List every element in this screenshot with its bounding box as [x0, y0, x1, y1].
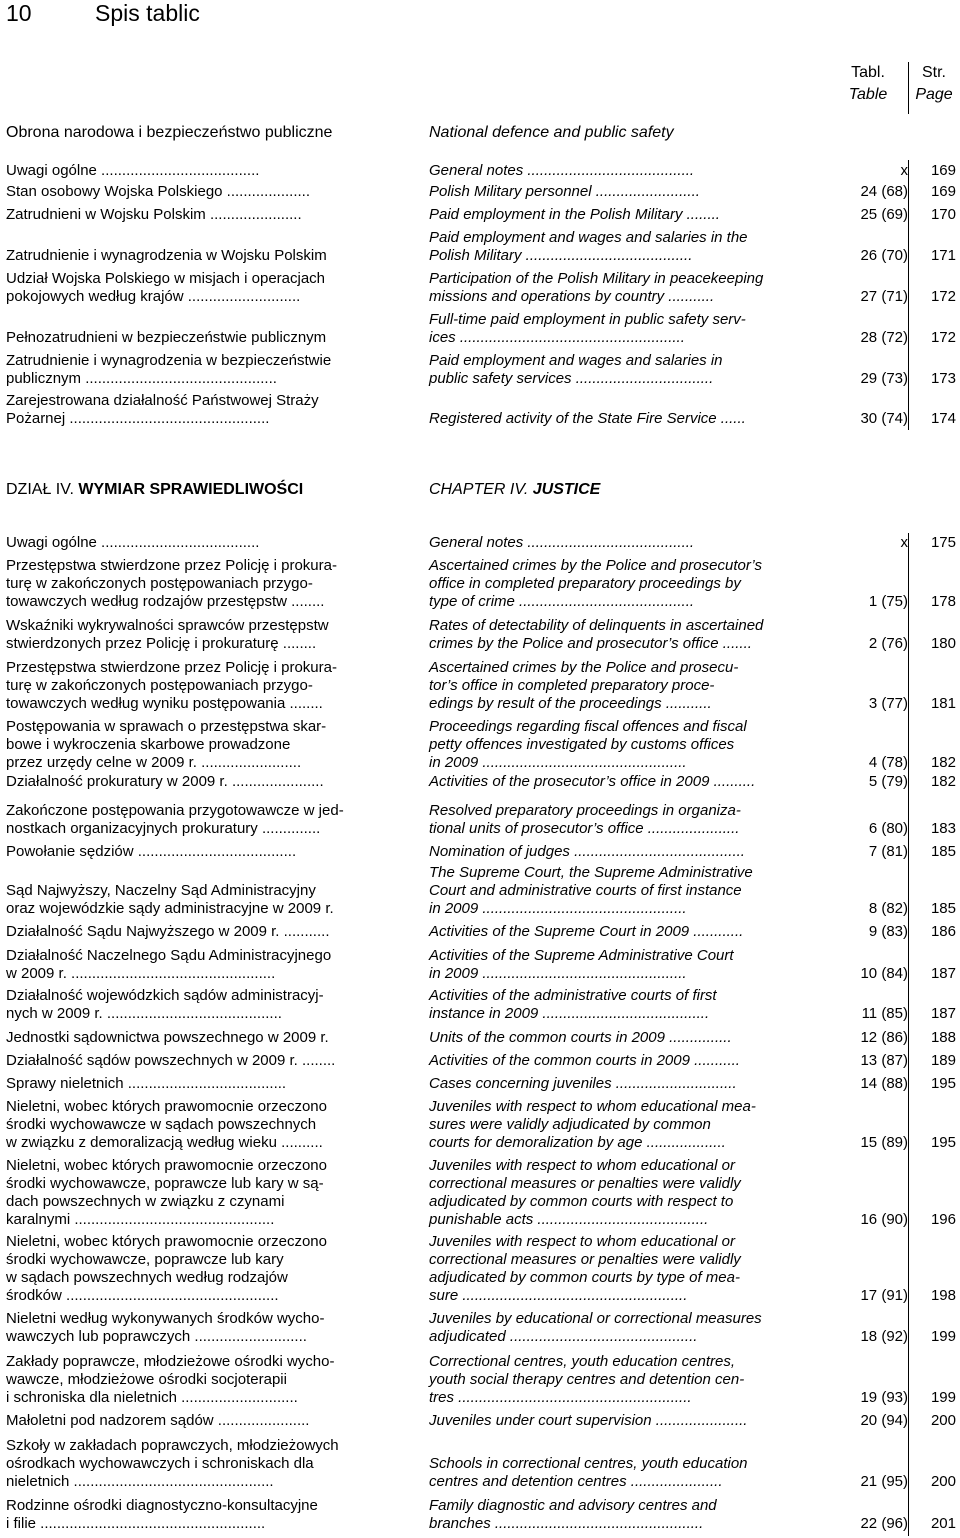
- entry-title-en: [429, 206, 814, 224]
- chapter-title-en: JUSTICE: [532, 481, 601, 498]
- entry-title-pl-line: Działalność prokuratury w 2009 r. ......................: [6, 773, 324, 790]
- column-header-page-pl: Str.: [921, 64, 946, 81]
- toc-entry: [0, 1075, 960, 1093]
- entry-title-en: [429, 1353, 814, 1407]
- toc-entry: [0, 534, 960, 552]
- entry-title-pl-line: Pożarnej ................................................: [6, 410, 270, 427]
- page-number: 169: [930, 183, 956, 200]
- entry-title-en-line: Participation of the Polish Military in peacekeeping: [429, 270, 764, 287]
- table-number: 4 (78): [868, 754, 908, 771]
- entry-title-en: [429, 987, 814, 1023]
- entry-title-pl: [6, 773, 390, 791]
- table-number: x: [900, 162, 908, 179]
- table-number: 5 (79): [868, 773, 908, 790]
- entry-title-pl: [6, 1412, 390, 1430]
- toc-entry: [0, 802, 960, 838]
- entry-title-en-line: Activities of the prosecutor’s office in 2009 ..........: [429, 773, 756, 790]
- table-number: 9 (83): [868, 923, 908, 940]
- entry-title-en-line: Full-time paid employment in public safety serv-: [429, 311, 746, 328]
- page-number: 182: [930, 754, 956, 771]
- entry-title-pl: [6, 843, 390, 861]
- entry-title-en-line: correctional measures or penalties were validly: [429, 1175, 741, 1192]
- entry-title-pl-line: nych w 2009 r. ..........................................: [6, 1005, 282, 1022]
- toc-entry: [0, 987, 960, 1023]
- table-number: 22 (96): [860, 1515, 908, 1532]
- entry-title-en-line: public safety services .................................: [429, 370, 714, 387]
- entry-title-pl-line: Działalność sądów powszechnych w 2009 r. ........: [6, 1052, 336, 1069]
- entry-title-en-line: Rates of detectability of delinquents in ascertained: [429, 617, 764, 634]
- entry-title-en-line: type of crime ..........................................: [429, 593, 695, 610]
- entry-title-pl: [6, 352, 390, 388]
- entry-title-pl-line: Nieletni, wobec których prawomocnie orzeczono: [6, 1233, 327, 1250]
- entry-title-pl-line: wawczych lub poprawczych ...........................: [6, 1328, 307, 1345]
- entry-title-pl-line: Udział Wojska Polskiego w misjach i operacjach: [6, 270, 326, 287]
- toc-entry: [0, 773, 960, 791]
- entry-title-en-line: Cases concerning juveniles .............................: [429, 1075, 737, 1092]
- entry-title-pl: [6, 617, 390, 653]
- entry-title-pl-line: Zarejestrowana działalność Państwowej Straży: [6, 392, 319, 409]
- entry-title-en-line: sure ......................................................: [429, 1287, 688, 1304]
- section-title-en: National defence and public safety: [429, 124, 674, 141]
- toc-entry: [0, 923, 960, 941]
- table-number: 30 (74): [860, 410, 908, 427]
- entry-title-pl: [6, 718, 390, 772]
- page-number: 10: [6, 0, 32, 26]
- table-number: 20 (94): [860, 1412, 908, 1429]
- entry-title-en-line: Correctional centres, youth education centres,: [429, 1353, 735, 1370]
- entry-title-pl-line: dach powszechnych w związku z czynami: [6, 1193, 285, 1210]
- entry-title-en: [429, 617, 814, 653]
- page-number: 185: [930, 843, 956, 860]
- page-number: 175: [930, 534, 956, 551]
- entry-title-pl-line: karalnymi ................................................: [6, 1211, 275, 1228]
- column-header-page: [908, 62, 960, 106]
- entry-title-en-line: centres and detention centres ......................: [429, 1473, 723, 1490]
- entry-title-pl-line: Działalność Naczelnego Sądu Administracyjnego: [6, 947, 332, 964]
- table-number: 28 (72): [860, 329, 908, 346]
- entry-title-en: [429, 183, 814, 201]
- entry-title-pl-line: turę w zakończonych postępowaniach przygo-: [6, 677, 313, 694]
- entry-title-en-line: General notes ........................................: [429, 534, 695, 551]
- table-number: 24 (68): [860, 183, 908, 200]
- entry-title-en: [429, 1497, 814, 1533]
- page-number: 186: [930, 923, 956, 940]
- entry-title-en: [429, 1412, 814, 1430]
- entry-title-en: [429, 534, 814, 552]
- page-number: 180: [930, 635, 956, 652]
- entry-title-pl-line: bowe i wykroczenia skarbowe prowadzone: [6, 736, 291, 753]
- entry-title-pl: [6, 247, 390, 265]
- entry-title-pl-line: środków ...................................................: [6, 1287, 279, 1304]
- entry-title-pl-line: Sprawy nieletnich ......................................: [6, 1075, 287, 1092]
- entry-title-pl-line: w 2009 r. .................................................: [6, 965, 276, 982]
- entry-title-en-line: Juveniles by educational or correctional measures: [429, 1310, 762, 1327]
- entry-title-en-line: petty offences investigated by customs offices: [429, 736, 735, 753]
- entry-title-pl-line: ośrodkach wychowawczych i schroniskach dla: [6, 1455, 314, 1472]
- entry-title-en-line: Ascertained crimes by the Police and prosecutor’s: [429, 557, 762, 574]
- page-number: 170: [930, 206, 956, 223]
- column-header-table-en: Table: [848, 86, 888, 103]
- toc-entry: [0, 1310, 960, 1346]
- toc-entry: [0, 270, 960, 306]
- table-number: 6 (80): [868, 820, 908, 837]
- toc-entry: [0, 864, 960, 918]
- entry-title-pl-line: Jednostki sądownictwa powszechnego w 2009 r.: [6, 1029, 329, 1046]
- entry-title-en-line: tres ........................................................: [429, 1389, 692, 1406]
- chapter-prefix-en: CHAPTER IV.: [429, 481, 529, 498]
- entry-title-pl-line: stwierdzonych przez Policję i prokuraturę ........: [6, 635, 317, 652]
- table-number: 2 (76): [868, 635, 908, 652]
- table-number: 19 (93): [860, 1389, 908, 1406]
- entry-title-pl: [6, 1353, 390, 1407]
- entry-title-en-line: Court and administrative courts of first instance: [429, 882, 742, 899]
- table-number: 10 (84): [860, 965, 908, 982]
- entry-title-pl: [6, 1098, 390, 1152]
- entry-title-en-line: Paid employment and wages and salaries in the: [429, 229, 748, 246]
- toc-entry: [0, 659, 960, 713]
- entry-title-pl-line: Działalność wojewódzkich sądów administracyj-: [6, 987, 324, 1004]
- entry-title-en-line: The Supreme Court, the Supreme Administrative: [429, 864, 753, 881]
- entry-title-pl: [6, 162, 390, 180]
- toc-entry: [0, 617, 960, 653]
- entry-title-pl-line: nieletnich ................................................: [6, 1473, 274, 1490]
- table-number: 21 (95): [860, 1473, 908, 1490]
- page-number: 199: [930, 1328, 956, 1345]
- toc-entry: [0, 1497, 960, 1533]
- table-number: 12 (86): [860, 1029, 908, 1046]
- entry-title-en: [429, 162, 814, 180]
- entry-title-en-line: in 2009 .................................................: [429, 965, 687, 982]
- entry-title-pl: [6, 1310, 390, 1346]
- chapter-heading-en: [429, 481, 600, 499]
- entry-title-en-line: Schools in correctional centres, youth education: [429, 1455, 748, 1472]
- entry-title-pl: [6, 987, 390, 1023]
- entry-title-pl: [6, 534, 390, 552]
- entry-title-pl-line: środki wychowawcze, poprawcze lub kary w są-: [6, 1175, 324, 1192]
- entry-title-en-line: Resolved preparatory proceedings in organiza-: [429, 802, 741, 819]
- section-2-divider: [908, 533, 909, 1536]
- entry-title-pl: [6, 659, 390, 713]
- entry-title-en-line: Family diagnostic and advisory centres and: [429, 1497, 717, 1514]
- entry-title-pl: [6, 882, 390, 918]
- entry-title-pl: [6, 1437, 390, 1491]
- table-number: 18 (92): [860, 1328, 908, 1345]
- entry-title-en-line: adjudicated by common courts by type of mea-: [429, 1269, 740, 1286]
- entry-title-en: [429, 1233, 814, 1305]
- toc-entry: [0, 183, 960, 201]
- page-number: 172: [930, 288, 956, 305]
- entry-title-en: [429, 802, 814, 838]
- toc-entry: [0, 947, 960, 983]
- entry-title-pl-line: w związku z demoralizacją według wieku ..........: [6, 1134, 323, 1151]
- entry-title-pl-line: Nieletni, wobec których prawomocnie orzeczono: [6, 1098, 327, 1115]
- toc-entry: [0, 1412, 960, 1430]
- entry-title-en-line: in 2009 .................................................: [429, 754, 687, 771]
- entry-title-pl: [6, 802, 390, 838]
- entry-title-pl-line: towawczych według wyniku postępowania ........: [6, 695, 323, 712]
- toc-entry: [0, 229, 960, 265]
- column-header-table: [838, 62, 898, 106]
- entry-title-en: [429, 1075, 814, 1093]
- entry-title-pl: [6, 1075, 390, 1093]
- entry-title-en-line: Paid employment in the Polish Military ........: [429, 206, 720, 223]
- entry-title-pl: [6, 206, 390, 224]
- toc-entry: [0, 311, 960, 347]
- entry-title-pl-line: Nieletni według wykonywanych środków wycho-: [6, 1310, 325, 1327]
- entry-title-pl-line: środki wychowawcze w sądach powszechnych: [6, 1116, 317, 1133]
- page-number: 195: [930, 1134, 956, 1151]
- entry-title-pl-line: wawcze, młodzieżowe ośrodki socjoterapii: [6, 1371, 287, 1388]
- entry-title-pl-line: i schroniska dla nieletnich ............................: [6, 1389, 298, 1406]
- entry-title-en: [429, 229, 814, 265]
- table-number: 16 (90): [860, 1211, 908, 1228]
- entry-title-en-line: courts for demoralization by age ...................: [429, 1134, 726, 1151]
- page-number: 200: [930, 1412, 956, 1429]
- entry-title-en-line: instance in 2009 ........................................: [429, 1005, 710, 1022]
- toc-entry: [0, 1029, 960, 1047]
- entry-title-pl-line: pokojowych według krajów ...........................: [6, 288, 301, 305]
- page-number: 199: [930, 1389, 956, 1406]
- page-number: 196: [930, 1211, 956, 1228]
- toc-entry: [0, 718, 960, 772]
- entry-title-pl-line: nostkach organizacyjnych prokuratury ..............: [6, 820, 321, 837]
- entry-title-pl-line: Przestępstwa stwierdzone przez Policję i prokura-: [6, 557, 337, 574]
- entry-title-pl: [6, 1157, 390, 1229]
- entry-title-en: [429, 718, 814, 772]
- page-number: 198: [930, 1287, 956, 1304]
- entry-title-pl-line: Działalność Sądu Najwyższego w 2009 r. ...........: [6, 923, 330, 940]
- page-number: 181: [930, 695, 956, 712]
- toc-entry: [0, 1157, 960, 1229]
- entry-title-pl-line: Zatrudnieni w Wojsku Polskim ......................: [6, 206, 302, 223]
- table-number: 13 (87): [860, 1052, 908, 1069]
- entry-title-pl-line: Rodzinne ośrodki diagnostyczno-konsultacyjne: [6, 1497, 318, 1514]
- page-number: 169: [930, 162, 956, 179]
- toc-entry: [0, 1098, 960, 1152]
- entry-title-pl-line: Sąd Najwyższy, Naczelny Sąd Administracyjny: [6, 882, 316, 899]
- entry-title-pl-line: publicznym ..............................................: [6, 370, 277, 387]
- toc-entry: [0, 1353, 960, 1407]
- entry-title-en: [429, 864, 814, 918]
- entry-title-pl-line: Stan osobowy Wojska Polskiego ....................: [6, 183, 311, 200]
- entry-title-en: [429, 270, 814, 306]
- entry-title-pl-line: w sądach powszechnych według rodzajów: [6, 1269, 288, 1286]
- entry-title-en-line: Ascertained crimes by the Police and prosecu-: [429, 659, 739, 676]
- entry-title-pl-line: Wskaźniki wykrywalności sprawców przestępstw: [6, 617, 329, 634]
- entry-title-en-line: in 2009 .................................................: [429, 900, 687, 917]
- entry-title-en-line: Activities of the common courts in 2009 ...........: [429, 1052, 740, 1069]
- entry-title-pl: [6, 1233, 390, 1305]
- table-number: 8 (82): [868, 900, 908, 917]
- toc-entry: [0, 1437, 960, 1491]
- entry-title-pl-line: Powołanie sędziów ......................................: [6, 843, 297, 860]
- entry-title-en-line: Activities of the administrative courts of first: [429, 987, 717, 1004]
- entry-title-en: [429, 923, 814, 941]
- toc-entry: [0, 162, 960, 180]
- toc-entry: [0, 392, 960, 428]
- entry-title-pl-line: Zakłady poprawcze, młodzieżowe ośrodki wycho-: [6, 1353, 335, 1370]
- entry-title-en: [429, 1029, 814, 1047]
- section-1-divider: [908, 160, 909, 430]
- entry-title-en-line: tional units of prosecutor’s office ......................: [429, 820, 740, 837]
- entry-title-en-line: Activities of the Supreme Administrative Court: [429, 947, 734, 964]
- chapter-heading-pl: [6, 481, 303, 499]
- entry-title-pl-line: Uwagi ogólne ......................................: [6, 534, 260, 551]
- entry-title-pl: [6, 392, 390, 428]
- entry-title-en-line: Polish Military personnel .........................: [429, 183, 700, 200]
- entry-title-en-line: missions and operations by country ...........: [429, 288, 715, 305]
- entry-title-en-line: Registered activity of the State Fire Service ......: [429, 410, 746, 427]
- entry-title-pl-line: Nieletni, wobec których prawomocnie orzeczono: [6, 1157, 327, 1174]
- page-title: Spis tablic: [95, 0, 200, 26]
- table-number: 27 (71): [860, 288, 908, 305]
- entry-title-pl-line: Zakończone postępowania przygotowawcze w jed-: [6, 802, 344, 819]
- entry-title-pl-line: Zatrudnienie i wynagrodzenia w Wojsku Polskim: [6, 247, 327, 264]
- entry-title-en: [429, 311, 814, 347]
- page-number: 173: [930, 370, 956, 387]
- table-number: x: [900, 534, 908, 551]
- entry-title-pl-line: Postępowania w sprawach o przestępstwa skar-: [6, 718, 327, 735]
- chapter-prefix-pl: DZIAŁ IV.: [6, 481, 74, 498]
- entry-title-pl: [6, 1029, 390, 1047]
- toc-entry: [0, 1233, 960, 1305]
- entry-title-en-line: branches ..................................................: [429, 1515, 704, 1532]
- page-number: 188: [930, 1029, 956, 1046]
- entry-title-en: [429, 1455, 814, 1491]
- page-number: 178: [930, 593, 956, 610]
- entry-title-en-line: Juveniles with respect to whom educational mea-: [429, 1098, 756, 1115]
- entry-title-en-line: Polish Military ........................................: [429, 247, 693, 264]
- entry-title-pl-line: Małoletni pod nadzorem sądów ......................: [6, 1412, 310, 1429]
- entry-title-en-line: youth social therapy centres and detention cen-: [429, 1371, 745, 1388]
- entry-title-en: [429, 557, 814, 611]
- entry-title-pl: [6, 329, 390, 347]
- entry-title-en: [429, 352, 814, 388]
- table-number: 11 (85): [861, 1005, 908, 1022]
- entry-title-en-line: Paid employment and wages and salaries in: [429, 352, 723, 369]
- entry-title-en-line: ices ......................................................: [429, 329, 685, 346]
- entry-title-pl: [6, 270, 390, 306]
- table-number: 1 (75): [868, 593, 908, 610]
- column-header-page-en: Page: [915, 86, 953, 103]
- table-number: 26 (70): [860, 247, 908, 264]
- entry-title-en-line: correctional measures or penalties were validly: [429, 1251, 741, 1268]
- entry-title-en: [429, 410, 814, 428]
- entry-title-en-line: adjudicated .............................................: [429, 1328, 698, 1345]
- toc-entry: [0, 1052, 960, 1070]
- table-number: 3 (77): [868, 695, 908, 712]
- entry-title-en-line: Nomination of judges .........................................: [429, 843, 745, 860]
- page-number: 200: [930, 1473, 956, 1490]
- page-number: 174: [930, 410, 956, 427]
- entry-title-en-line: Juveniles under court supervision ......................: [429, 1412, 748, 1429]
- entry-title-pl: [6, 1052, 390, 1070]
- toc-entry: [0, 843, 960, 861]
- entry-title-en: [429, 843, 814, 861]
- column-header-table-pl: Tabl.: [851, 64, 885, 81]
- entry-title-en: [429, 659, 814, 713]
- table-number: 7 (81): [868, 843, 908, 860]
- entry-title-en-line: crimes by the Police and prosecutor’s office .......: [429, 635, 752, 652]
- entry-title-en-line: adjudicated by common courts with respect to: [429, 1193, 734, 1210]
- page-number: 187: [930, 965, 956, 982]
- table-number: 15 (89): [860, 1134, 908, 1151]
- entry-title-en-line: Juveniles with respect to whom educational or: [429, 1157, 735, 1174]
- entry-title-pl-line: środki wychowawcze, poprawcze lub kary: [6, 1251, 284, 1268]
- entry-title-en: [429, 1098, 814, 1152]
- page-number: 185: [930, 900, 956, 917]
- toc-entry: [0, 206, 960, 224]
- section-title-pl: Obrona narodowa i bezpieczeństwo publiczne: [6, 124, 333, 141]
- entry-title-pl-line: towawczych według rodzajów przestępstw ........: [6, 593, 325, 610]
- entry-title-pl-line: oraz wojewódzkie sądy administracyjne w 2009 r.: [6, 900, 334, 917]
- entry-title-pl: [6, 183, 390, 201]
- table-number: 17 (91): [860, 1287, 908, 1304]
- entry-title-en-line: edings by result of the proceedings ...........: [429, 695, 712, 712]
- page-number: 187: [930, 1005, 956, 1022]
- entry-title-pl: [6, 557, 390, 611]
- page-number: 189: [930, 1052, 956, 1069]
- entry-title-en: [429, 1310, 814, 1346]
- entry-title-en: [429, 1157, 814, 1229]
- entry-title-en-line: sures were validly adjudicated by common: [429, 1116, 711, 1133]
- toc-entry: [0, 557, 960, 611]
- entry-title-en-line: Activities of the Supreme Court in 2009 ............: [429, 923, 744, 940]
- entry-title-pl-line: Pełnozatrudnieni w bezpieczeństwie publicznym: [6, 329, 327, 346]
- chapter-title-pl: WYMIAR SPRAWIEDLIWOŚCI: [78, 481, 304, 498]
- column-header-divider: [908, 62, 909, 114]
- entry-title-en-line: General notes ........................................: [429, 162, 695, 179]
- entry-title-en: [429, 947, 814, 983]
- page-number: 182: [930, 773, 956, 790]
- toc-entry: [0, 352, 960, 388]
- entry-title-en-line: office in completed preparatory proceedings by: [429, 575, 741, 592]
- table-number: 14 (88): [860, 1075, 908, 1092]
- entry-title-pl: [6, 923, 390, 941]
- page-number: 171: [930, 247, 956, 264]
- entry-title-pl-line: Zatrudnienie i wynagrodzenia w bezpieczeństwie: [6, 352, 332, 369]
- entry-title-en-line: Units of the common courts in 2009 ...............: [429, 1029, 732, 1046]
- entry-title-pl: [6, 947, 390, 983]
- entry-title-pl-line: Uwagi ogólne ......................................: [6, 162, 260, 179]
- entry-title-pl-line: turę w zakończonych postępowaniach przygo-: [6, 575, 313, 592]
- entry-title-pl-line: Szkoły w zakładach poprawczych, młodzieżowych: [6, 1437, 339, 1454]
- entry-title-en: [429, 773, 814, 791]
- table-number: 29 (73): [860, 370, 908, 387]
- entry-title-en: [429, 1052, 814, 1070]
- page-number: 183: [930, 820, 956, 837]
- page-number: 201: [930, 1515, 956, 1532]
- page-number: 195: [930, 1075, 956, 1092]
- entry-title-pl-line: Przestępstwa stwierdzone przez Policję i prokura-: [6, 659, 337, 676]
- entry-title-pl-line: przez urzędy celne w 2009 r. ........................: [6, 754, 302, 771]
- entry-title-en-line: tor’s office in completed preparatory proce-: [429, 677, 715, 694]
- table-number: 25 (69): [860, 206, 908, 223]
- entry-title-pl: [6, 1497, 390, 1533]
- entry-title-en-line: punishable acts .........................................: [429, 1211, 709, 1228]
- entry-title-pl-line: i filie ......................................................: [6, 1515, 266, 1532]
- page-number: 172: [930, 329, 956, 346]
- entry-title-en-line: Juveniles with respect to whom educational or: [429, 1233, 735, 1250]
- entry-title-en-line: Proceedings regarding fiscal offences and fiscal: [429, 718, 747, 735]
